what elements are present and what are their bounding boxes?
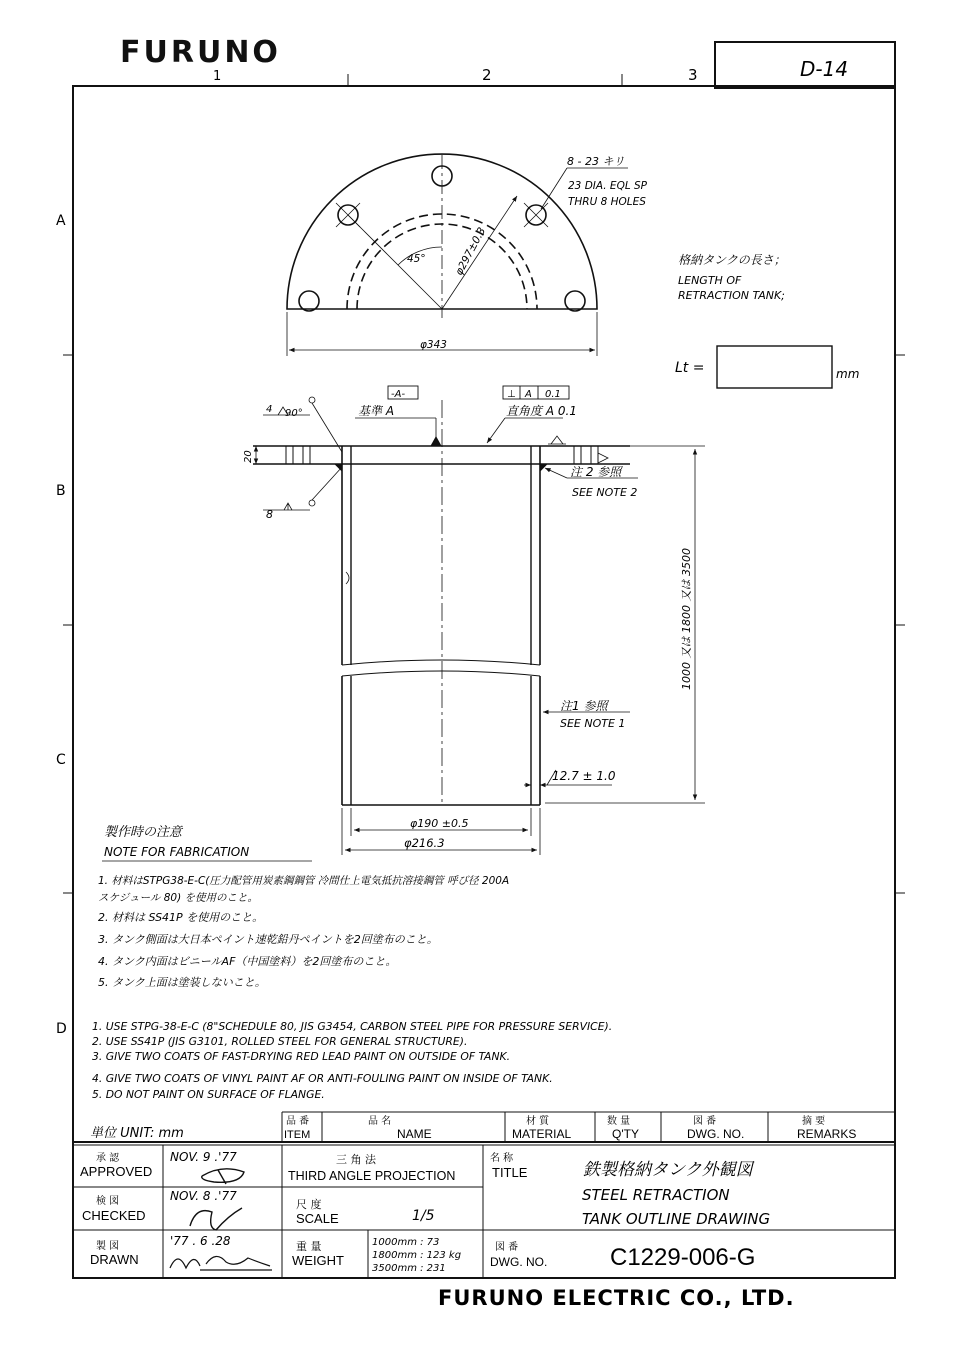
note-en-line: 2. USE SS41P (JIS G3101, ROLLED STEEL FOR GENERAL STRUCTURE). [92,1035,468,1048]
hdr-item-jp: 品 番 [286,1116,310,1127]
checked-jp: 検 図 [96,1196,120,1207]
zone-col-3: 3 [688,66,698,84]
approved-signature [202,1169,244,1184]
notes-heading-jp: 製作時の注意 [104,825,183,840]
projection-label: THIRD ANGLE PROJECTION [288,1169,456,1183]
weight-jp: 重 量 [296,1240,322,1253]
note2-jp: 注 2 参照 [570,465,622,479]
length-unit: mm [836,367,860,381]
notes-jp-list [98,875,509,989]
drawn-signature [170,1256,272,1270]
approved-jp: 承 認 [96,1153,120,1164]
note-en-line: 3. GIVE TWO COATS OF FAST-DRYING RED LEAD PAINT ON OUTSIDE OF TANK. [92,1050,511,1063]
note1-jp: 注1 参照 [560,699,608,713]
zone-row-d: D [56,1021,67,1037]
title-jp: 鉄製格納タンク外観図 [583,1160,753,1180]
hdr-qty: Q'TY [612,1127,639,1141]
drawn-label: DRAWN [90,1252,139,1267]
perp-label: 直角度 A 0.1 [506,404,577,418]
length-dim: 1000 又は 1800 又は 3500 [680,548,693,690]
title-en-1: STEEL RETRACTION [582,1186,730,1204]
perp-tag-value: 0.1 [545,389,561,400]
zone-row-c: C [56,752,66,768]
checked-date: NOV. 8 .'77 [170,1189,237,1203]
hdr-name-jp: 品 名 [368,1116,392,1127]
company-logo: FURUNO [120,35,281,70]
projection-jp: 三 角 法 [336,1153,376,1166]
break-line [342,660,540,676]
checked-signature [190,1208,242,1230]
company-name: FURUNO ELECTRIC CO., LTD. [438,1286,795,1310]
wall-thickness: 12.7 ± 1.0 [552,769,616,783]
inner-dia: φ190 ±0.5 [410,817,469,830]
note-jp-line: 3. タンク側面は大日本ペイント速乾鉛丹ペイントを2回塗布のこと。 [98,933,438,946]
weight-line-2: 1800mm : 123 kg [372,1250,462,1261]
hole-callout-1: 23 DIA. EQL SP [568,180,648,192]
pcd-dim: φ297±0.3 [453,225,489,278]
length-label-jp: 格納タンクの長さ； [678,253,786,267]
datum-label: 基準 A [358,404,395,418]
note-jp-line: 4. タンク内面はビニールAF（中国塗料）を2回塗布のこと。 [98,955,397,968]
notes-heading-en: NOTE FOR FABRICATION [104,845,250,859]
dwgno-label-jp: 図 番 [495,1242,519,1253]
note-jp-line: 1. 材料はSTPG38-E-C(圧力配管用炭素鋼鋼管 冷間仕上電気抵抗溶接鋼管 呼び径 200A [98,875,510,887]
approved-label: APPROVED [80,1164,153,1179]
zone-col-2: 2 [482,66,492,84]
length-label-2: RETRACTION TANK; [678,289,785,302]
datum-tag: -A- [391,389,406,400]
outer-dia: φ216.3 [404,836,445,850]
dwgno-label: DWG. NO. [490,1255,548,1269]
scale-jp: 尺 度 [296,1198,322,1211]
weight-line-1: 1000mm : 73 [372,1237,440,1248]
hole-callout-jp: 8 - 23 キリ [567,155,625,168]
scale-value: 1/5 [412,1208,435,1224]
note-jp-line: 2. 材料は SS41P を使用のこと。 [98,911,264,924]
hdr-material-jp: 材 質 [526,1116,550,1127]
hdr-dwg-jp: 図 番 [693,1116,717,1127]
hdr-material: MATERIAL [512,1127,572,1141]
zone-col-1: 1 [213,69,222,84]
title-label: TITLE [492,1165,528,1180]
zone-row-b: B [56,483,66,499]
flange-thickness: 20 [243,450,254,463]
unit-label: 単位 UNIT: mm [90,1126,184,1141]
note-jp-line: 5. タンク上面は塗装しないこと。 [98,976,266,989]
note-en-line: 4. GIVE TWO COATS OF VINYL PAINT AF OR ANTI-FOULING PAINT ON INSIDE OF TANK. [92,1072,553,1085]
perp-tag-symbol: ⊥ [507,389,516,400]
length-entry-box [717,346,832,388]
drawn-date: '77 . 6 .28 [170,1234,231,1248]
hole-callout-2: THRU 8 HOLES [568,196,646,208]
weld-size-top: 4 [266,404,273,415]
length-label-1: LENGTH OF [678,274,742,287]
approved-date: NOV. 9 .'77 [170,1150,237,1164]
weld-size-bottom: 8 [266,508,273,521]
hdr-qty-jp: 数 量 [607,1116,631,1127]
hdr-remarks-jp: 摘 要 [802,1116,826,1127]
weight-label: WEIGHT [292,1253,344,1268]
hdr-item: ITEM [284,1129,311,1141]
scale-label: SCALE [296,1211,339,1226]
note1-en: SEE NOTE 1 [560,717,626,730]
checked-label: CHECKED [82,1208,146,1223]
angle-dim: 45° [407,253,426,265]
title-en-2: TANK OUTLINE DRAWING [582,1210,771,1228]
hdr-name: NAME [397,1127,432,1141]
title-label-jp: 名 称 [490,1153,514,1164]
note2-en: SEE NOTE 2 [572,486,638,499]
notes-en-list [92,1020,612,1101]
note-en-line: 1. USE STPG-38-E-C (8"SCHEDULE 80, JIS G3454, CARBON STEEL PIPE FOR PRESSURE SERVICE). [92,1020,613,1033]
flange-outer-dia: φ343 [420,339,447,351]
perp-tag-datum: A [525,389,532,400]
hdr-remarks: REMARKS [797,1127,857,1141]
weight-line-3: 3500mm : 231 [372,1263,446,1274]
length-symbol: Lt = [675,360,705,376]
note-jp-line: スケジュール 80) を使用のこと。 [98,892,259,904]
note-en-line: 5. DO NOT PAINT ON SURFACE OF FLANGE. [92,1088,325,1101]
sheet-number: D-14 [800,57,849,81]
hdr-dwg: DWG. NO. [687,1127,745,1141]
drawing-number: C1229-006-G [610,1244,756,1271]
drawn-jp: 製 図 [96,1241,120,1252]
weld-angle: 90° [285,408,303,419]
zone-row-a: A [56,213,66,229]
